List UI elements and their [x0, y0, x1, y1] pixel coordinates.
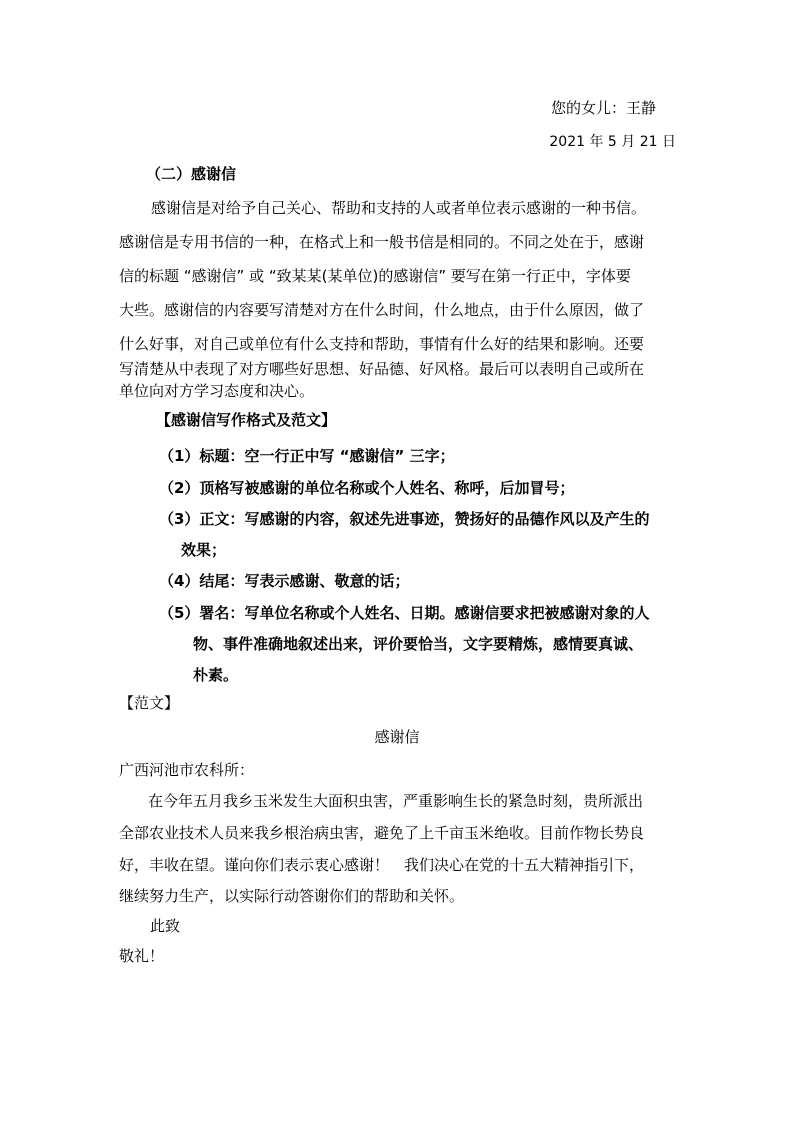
intro-line: 感谢信是对给予自己关心、帮助和支持的人或者单位表示感谢的一种书信。 [151, 199, 647, 217]
sample-regards: 敬礼！ [119, 947, 165, 965]
format-item: （5）署名：写单位名称或个人姓名、日期。感谢信要求把被感谢对象的人 [159, 604, 650, 622]
intro-line: 写清楚从中表现了对方哪些好思想、好品德、好风格。最后可以表明自己或所在 [119, 360, 645, 378]
previous-letter-signature: 您的女儿：王静 [551, 99, 657, 117]
sample-closing: 此致 [150, 917, 181, 935]
sample-salutation: 广西河池市农科所： [119, 761, 255, 779]
format-item-continuation: 物、事件准确地叙述出来，评价要恰当，文字要精炼，感情要真诚、 [193, 635, 644, 653]
sample-body-line: 好，丰收在望。谨向你们表示衷心感谢！ 我们决心在党的十五大精神指引下， [119, 856, 645, 874]
sample-body-line: 继续努力生产，以实际行动答谢你们的帮助和关怀。 [119, 887, 465, 905]
section-title: （二）感谢信 [146, 165, 237, 183]
format-item: （1）标题：空一行正中写 “感谢信” 三字； [159, 447, 455, 465]
intro-line: 感谢信是专用书信的一种，在格式上和一般书信是相同的。不同之处在于，感谢 [119, 233, 645, 251]
format-heading: 【感谢信写作格式及范文】 [156, 411, 337, 429]
sample-body-line: 全部农业技术人员来我乡根治病虫害，避免了上千亩玉米绝收。目前作物长势良 [119, 824, 645, 842]
sample-body-line: 在今年五月我乡玉米发生大面积虫害，严重影响生长的紧急时刻，贵所派出 [148, 792, 644, 810]
format-item-continuation: 效果； [181, 541, 227, 559]
format-item: （2）顶格写被感谢的单位名称或个人姓名、称呼，后加冒号； [159, 479, 575, 497]
sample-label: 【范文】 [119, 694, 180, 712]
sample-title: 感谢信 [374, 728, 420, 746]
intro-line: 单位向对方学习态度和决心。 [119, 382, 315, 400]
intro-line: 大些。感谢信的内容要写清楚对方在什么时间，什么地点，由于什么原因，做了 [119, 301, 645, 319]
intro-line: 什么好事，对自己或单位有什么支持和帮助，事情有什么好的结果和影响。还要 [119, 335, 645, 353]
previous-letter-date: 2021 年 5 月 21 日 [549, 134, 676, 150]
format-item: （4）结尾：写表示感谢、敬意的话； [159, 572, 410, 590]
format-item: （3）正文：写感谢的内容，叙述先进事迹，赞扬好的品德作风以及产生的 [159, 510, 650, 528]
intro-line: 信的标题 “感谢信” 或 “致某某(某单位)的感谢信” 要写在第一行正中，字体要 [119, 267, 631, 285]
format-item-continuation: 朴素。 [193, 666, 239, 684]
